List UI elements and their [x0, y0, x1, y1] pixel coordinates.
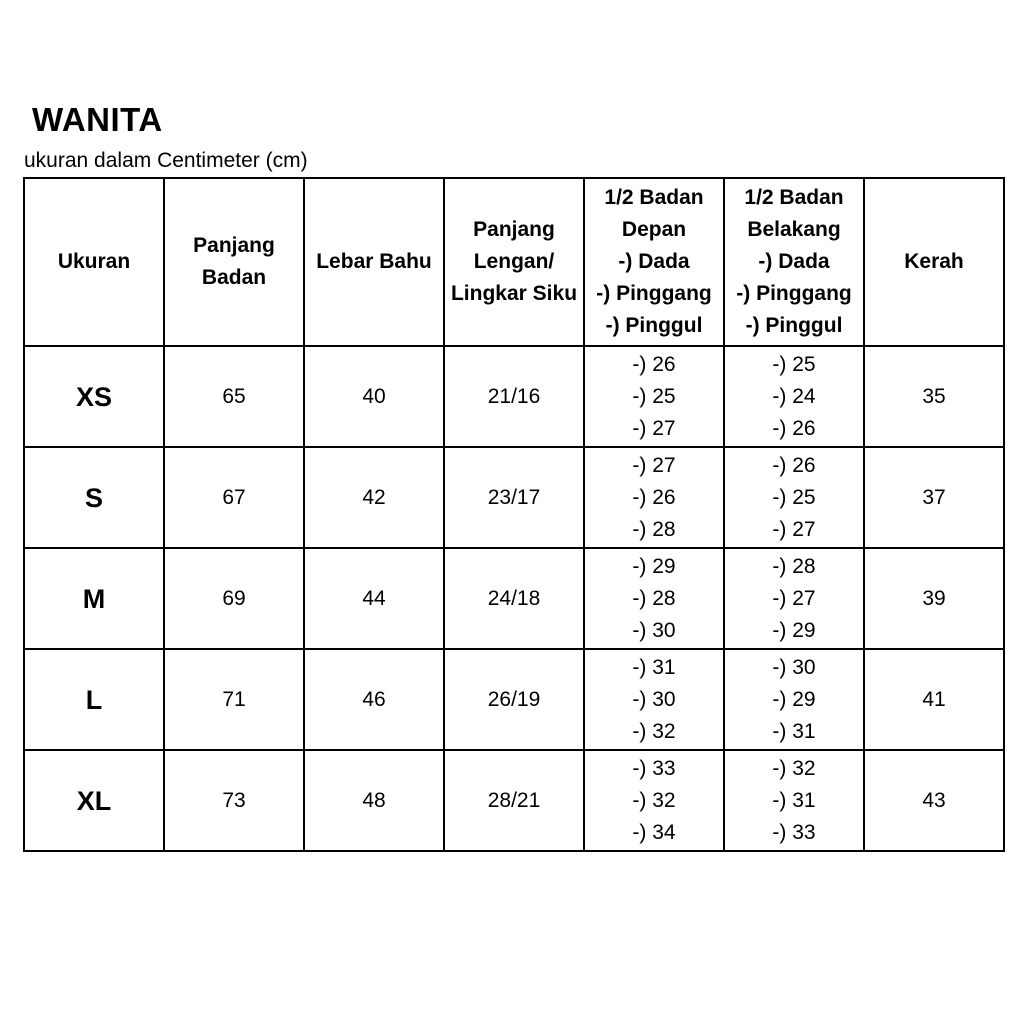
- size-cell: M: [24, 548, 164, 649]
- badan-depan-values: -) 29 -) 28 -) 30: [632, 554, 676, 642]
- lebar-bahu-cell: 42: [304, 447, 444, 548]
- header-panjang-lengan: Panjang Lengan/ Lingkar Siku: [444, 178, 584, 346]
- table-row: [24, 649, 1004, 750]
- badan-depan-values: -) 33 -) 32 -) 34: [632, 756, 676, 844]
- header-lebar-bahu: Lebar Bahu: [304, 178, 444, 346]
- header-kerah: Kerah: [864, 178, 1004, 346]
- badan-depan-values: -) 27 -) 26 -) 28: [632, 453, 676, 541]
- header-row: [24, 178, 1004, 346]
- panjang-lengan-cell: 28/21: [444, 750, 584, 851]
- panjang-badan-cell: 65: [164, 346, 304, 447]
- badan-depan-cell: [584, 548, 724, 649]
- kerah-cell: 43: [864, 750, 1004, 851]
- panjang-badan-cell: 73: [164, 750, 304, 851]
- badan-belakang-values: -) 25 -) 24 -) 26: [772, 352, 816, 440]
- table-row: [24, 447, 1004, 548]
- panjang-lengan-cell: 26/19: [444, 649, 584, 750]
- badan-belakang-values: -) 28 -) 27 -) 29: [772, 554, 816, 642]
- kerah-cell: 41: [864, 649, 1004, 750]
- badan-belakang-cell: [724, 649, 864, 750]
- unit-note: ukuran dalam Centimeter (cm): [24, 149, 308, 172]
- table-row: [24, 346, 1004, 447]
- badan-belakang-cell: [724, 548, 864, 649]
- badan-belakang-values: -) 30 -) 29 -) 31: [772, 655, 816, 743]
- badan-belakang-cell: [724, 750, 864, 851]
- kerah-cell: 37: [864, 447, 1004, 548]
- table-row: [24, 548, 1004, 649]
- lebar-bahu-cell: 44: [304, 548, 444, 649]
- badan-belakang-cell: [724, 346, 864, 447]
- badan-depan-cell: [584, 649, 724, 750]
- size-chart-table: [23, 177, 1005, 852]
- panjang-lengan-cell: 24/18: [444, 548, 584, 649]
- lebar-bahu-cell: 40: [304, 346, 444, 447]
- lebar-bahu-cell: 48: [304, 750, 444, 851]
- badan-belakang-values: -) 26 -) 25 -) 27: [772, 453, 816, 541]
- panjang-badan-cell: 71: [164, 649, 304, 750]
- badan-belakang-cell: [724, 447, 864, 548]
- table-row: [24, 750, 1004, 851]
- kerah-cell: 39: [864, 548, 1004, 649]
- kerah-cell: 35: [864, 346, 1004, 447]
- panjang-badan-cell: 69: [164, 548, 304, 649]
- header-badan-depan: 1/2 Badan Depan -) Dada -) Pinggang -) Pinggul: [584, 178, 724, 346]
- size-cell: XS: [24, 346, 164, 447]
- panjang-badan-cell: 67: [164, 447, 304, 548]
- lebar-bahu-cell: 46: [304, 649, 444, 750]
- badan-depan-cell: [584, 346, 724, 447]
- header-ukuran: Ukuran: [24, 178, 164, 346]
- badan-depan-cell: [584, 447, 724, 548]
- badan-depan-values: -) 31 -) 30 -) 32: [632, 655, 676, 743]
- page-title: WANITA: [32, 101, 163, 138]
- header-badan-belakang: 1/2 Badan Belakang -) Dada -) Pinggang -) Pinggul: [724, 178, 864, 346]
- size-cell: S: [24, 447, 164, 548]
- badan-depan-cell: [584, 750, 724, 851]
- header-panjang-badan: Panjang Badan: [164, 178, 304, 346]
- badan-belakang-values: -) 32 -) 31 -) 33: [772, 756, 816, 844]
- panjang-lengan-cell: 23/17: [444, 447, 584, 548]
- panjang-lengan-cell: 21/16: [444, 346, 584, 447]
- badan-depan-values: -) 26 -) 25 -) 27: [632, 352, 676, 440]
- size-cell: L: [24, 649, 164, 750]
- size-cell: XL: [24, 750, 164, 851]
